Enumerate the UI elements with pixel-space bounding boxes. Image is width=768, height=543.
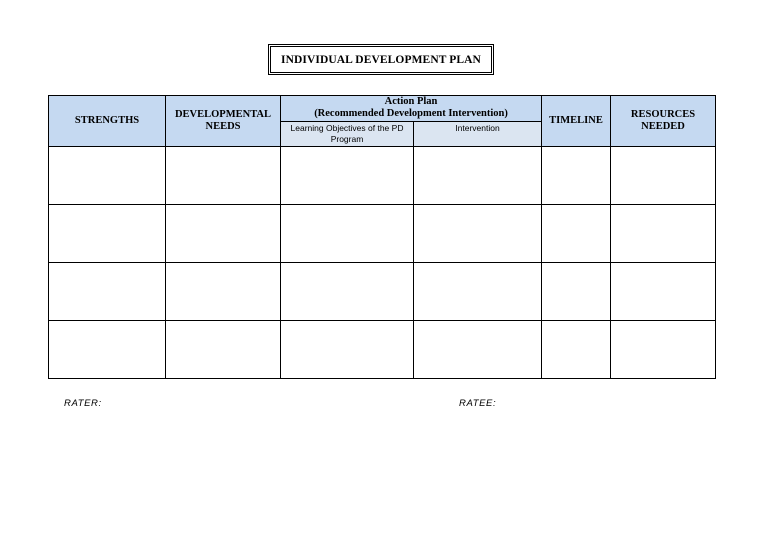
- table-cell[interactable]: [281, 321, 414, 379]
- developmental-needs-line-2: NEEDS: [205, 121, 241, 132]
- table-cell[interactable]: [542, 321, 611, 379]
- timeline-header: [542, 96, 611, 147]
- table-row: [49, 205, 716, 263]
- action-plan-line-2: (Recommended Development Intervention): [314, 108, 508, 119]
- developmental-needs-line-1: DEVELOPMENTAL: [174, 109, 272, 120]
- intervention-subheader: [414, 122, 542, 147]
- table-cell[interactable]: [611, 147, 716, 205]
- document-title-text: INDIVIDUAL DEVELOPMENT PLAN: [281, 53, 481, 66]
- header-row: [49, 96, 716, 122]
- table-cell[interactable]: [414, 321, 542, 379]
- table-cell[interactable]: [611, 321, 716, 379]
- intervention-subheader-text: Intervention: [455, 123, 500, 133]
- table-cell[interactable]: [414, 263, 542, 321]
- table-cell[interactable]: [166, 147, 281, 205]
- table-cell[interactable]: [166, 263, 281, 321]
- table-cell[interactable]: [49, 205, 166, 263]
- table-row: [49, 321, 716, 379]
- table-cell[interactable]: [166, 321, 281, 379]
- learning-objectives-line-1: Learning Objectives of the PD: [290, 123, 404, 133]
- action-plan-line-1: Action Plan: [384, 96, 438, 107]
- table-row: [49, 147, 716, 205]
- table-cell[interactable]: [281, 205, 414, 263]
- strengths-header: [49, 96, 166, 147]
- resources-line-2: NEEDED: [641, 121, 685, 132]
- ratee-label: RATEE:: [459, 398, 497, 409]
- document-title: [270, 46, 492, 73]
- strengths-header-text: STRENGTHS: [74, 115, 140, 126]
- table-row: [49, 263, 716, 321]
- learning-objectives-line-2: Program: [330, 134, 364, 144]
- development-plan-table: [48, 95, 716, 379]
- resources-line-1: RESOURCES: [630, 109, 696, 120]
- table-cell[interactable]: [542, 263, 611, 321]
- table-cell[interactable]: [281, 263, 414, 321]
- table-cell[interactable]: [49, 321, 166, 379]
- table-cell[interactable]: [611, 263, 716, 321]
- action-plan-header: [281, 96, 542, 122]
- table-cell[interactable]: [414, 205, 542, 263]
- table-cell[interactable]: [542, 205, 611, 263]
- developmental-needs-header: [166, 96, 281, 147]
- table-cell[interactable]: [611, 205, 716, 263]
- resources-needed-header: [611, 96, 716, 147]
- learning-objectives-subheader: [281, 122, 414, 147]
- table-cell[interactable]: [414, 147, 542, 205]
- table-cell[interactable]: [49, 147, 166, 205]
- rater-label: RATER:: [64, 398, 102, 409]
- table-cell[interactable]: [49, 263, 166, 321]
- timeline-header-text: TIMELINE: [549, 115, 603, 126]
- table-cell[interactable]: [542, 147, 611, 205]
- table-cell[interactable]: [281, 147, 414, 205]
- table-cell[interactable]: [166, 205, 281, 263]
